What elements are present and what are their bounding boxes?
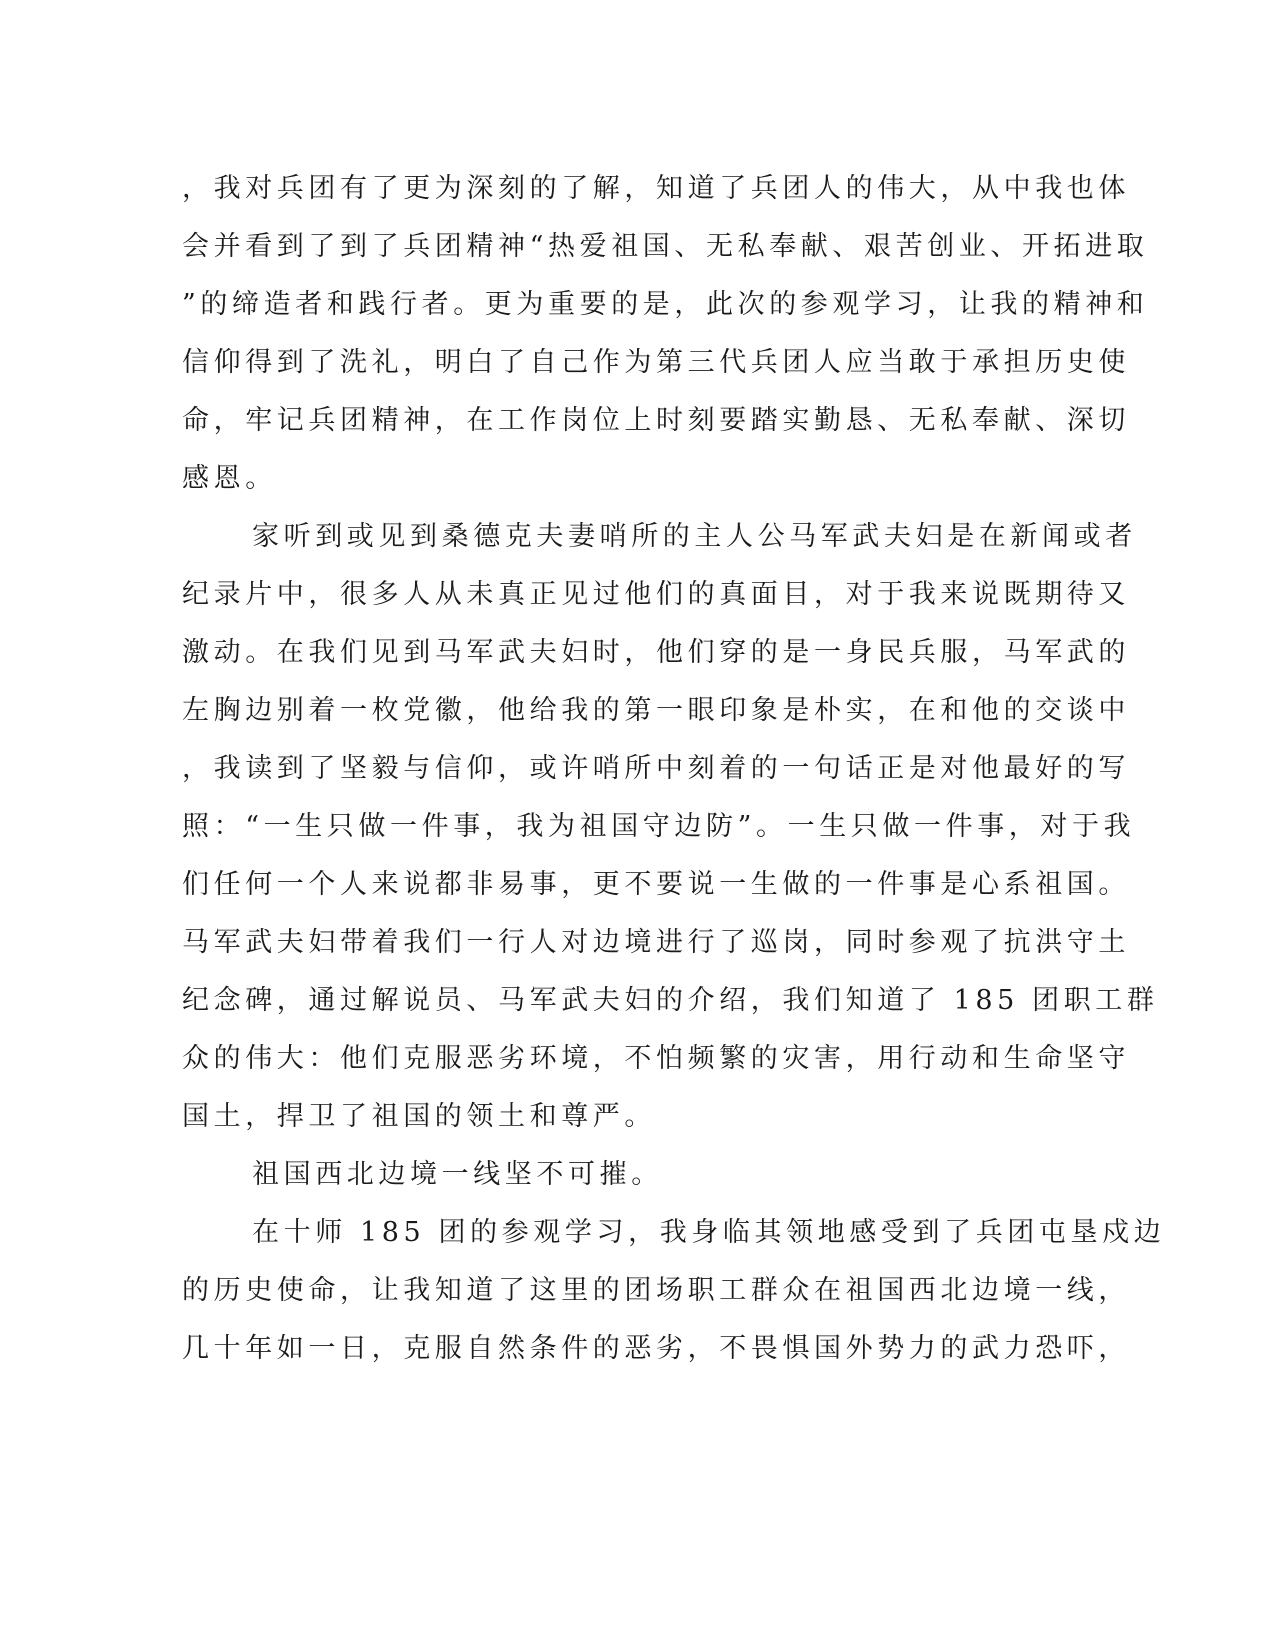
text-line: 命，牢记兵团精神，在工作岗位上时刻要踏实勤恳、无私奉献、深切 <box>182 405 1130 436</box>
text-line: 国土，捍卫了祖国的领土和尊严。 <box>182 1101 656 1132</box>
text-line: 左胸边别着一枚党徽，他给我的第一眼印象是朴实，在和他的交谈中 <box>182 695 1130 726</box>
text-line: 家听到或见到桑德克夫妻哨所的主人公马军武夫妇是在新闻或者 <box>252 521 1137 552</box>
text-line: ”的缔造者和践行者。更为重要的是，此次的参观学习，让我的精神和 <box>182 289 1149 320</box>
text-line: 信仰得到了洗礼，明白了自己作为第三代兵团人应当敢于承担历史使 <box>182 347 1130 378</box>
text-line: 照：“一生只做一件事，我为祖国守边防”。一生只做一件事，对于我 <box>182 811 1136 842</box>
text-line: 的历史使命，让我知道了这里的团场职工群众在祖国西北边境一线， <box>182 1275 1130 1306</box>
text-line: 众的伟大：他们克服恶劣环境，不怕频繁的灾害，用行动和生命坚守 <box>182 1043 1130 1074</box>
text-line: 在十师 185 团的参观学习，我身临其领地感受到了兵团屯垦戍边 <box>252 1217 1166 1248</box>
text-line: 感恩。 <box>182 463 277 494</box>
text-line: ，我读到了坚毅与信仰，或许哨所中刻着的一句话正是对他最好的写 <box>182 753 1130 784</box>
text-line: ，我对兵团有了更为深刻的了解，知道了兵团人的伟大，从中我也体 <box>182 173 1130 204</box>
text-line: 会并看到了到了兵团精神“热爱祖国、无私奉献、艰苦创业、开拓进取 <box>182 231 1149 262</box>
text-line: 纪念碑，通过解说员、马军武夫妇的介绍，我们知道了 185 团职工群 <box>182 985 1159 1016</box>
text-line: 们任何一个人来说都非易事，更不要说一生做的一件事是心系祖国。 <box>182 869 1130 900</box>
paragraph-4 <box>182 1204 1166 1378</box>
text-line: 几十年如一日，克服自然条件的恶劣，不畏惧国外势力的武力恐吓， <box>182 1333 1130 1364</box>
text-line: 马军武夫妇带着我们一行人对边境进行了巡岗，同时参观了抗洪守土 <box>182 927 1130 958</box>
paragraph-1 <box>182 160 1149 508</box>
paragraph-2 <box>182 508 1159 1146</box>
paragraph-3 <box>182 1146 1042 1204</box>
document-body <box>182 160 1166 1378</box>
text-line: 祖国西北边境一线坚不可摧。 <box>252 1159 663 1190</box>
text-line: 激动。在我们见到马军武夫妇时，他们穿的是一身民兵服，马军武的 <box>182 637 1130 668</box>
text-line: 纪录片中，很多人从未真正见过他们的真面目，对于我来说既期待又 <box>182 579 1130 610</box>
